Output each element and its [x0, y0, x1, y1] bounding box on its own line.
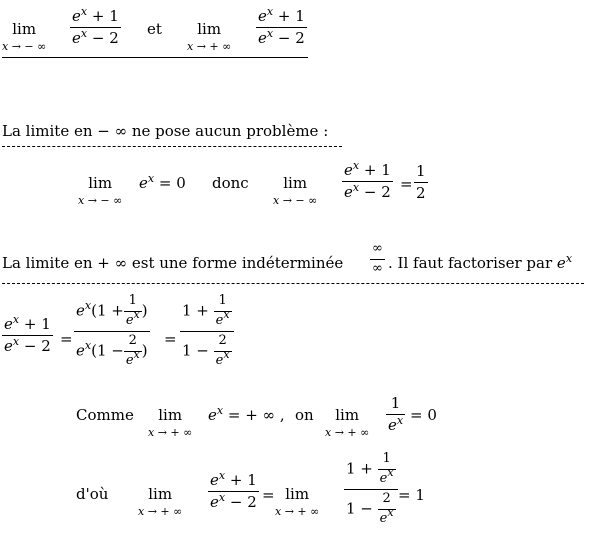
title-underline: [2, 57, 308, 58]
section2-dashes: [2, 283, 584, 284]
comme-ex-eq: $e^x$ = + ∞ ,: [208, 404, 285, 424]
lim-word: lim: [12, 20, 37, 38]
lim-subscript: x → − ∞: [2, 40, 47, 53]
dou-rhs: 1 + $\frac{1}{e^x}$ 1 − $\frac{2}{e^x}$: [344, 452, 398, 527]
section1-half: $\frac{1}{2}$: [416, 162, 426, 203]
limit-plus-inf: [187, 22, 231, 52]
section1-fraction: $\frac{e^x + 1}{e^x - 2}$: [344, 159, 391, 202]
section2-heading-a: La limite en + ∞ est une forme indéterminée: [2, 254, 344, 272]
section2-heading-b: . Il faut factoriser par $e^x$: [388, 252, 573, 272]
section1-ex-eq-zero: $e^x = 0$: [139, 172, 186, 192]
dou-fraction: $\frac{e^x + 1}{e^x - 2}$: [210, 469, 257, 512]
fact-eq2: =: [164, 330, 177, 348]
comme-word: Comme: [76, 406, 134, 424]
on-limit: lim x → + ∞: [325, 406, 370, 439]
lim-subscript: x → + ∞: [187, 40, 232, 53]
dou-eq-one: = 1: [398, 486, 425, 504]
section1-dashes: [2, 146, 342, 147]
dou-limit1: lim x → + ∞: [138, 485, 183, 518]
dou-eq: =: [262, 486, 275, 504]
limit-minus-inf: [2, 22, 46, 52]
section1-donc: donc: [212, 174, 249, 192]
comme-limit: lim x → + ∞: [148, 406, 193, 439]
on-fraction: $\frac{1}{e^x}$: [388, 394, 404, 435]
dou-word: d'où: [76, 485, 109, 503]
conjunction-et: et: [147, 20, 162, 38]
section2-inf-over-inf: $\frac{\infty}{\infty}$: [372, 241, 383, 276]
fact-middle: $e^x(1$ + $\frac{1}{e^x}$ ) $e^x(1$ − $\frac{2}{e^x}$ ): [76, 293, 148, 368]
fact-eq1: =: [60, 330, 73, 348]
on-eq-zero: = 0: [410, 406, 437, 424]
dou-limit2: lim x → + ∞: [275, 485, 320, 518]
lim-word: lim: [197, 20, 222, 38]
fraction-line1-left: $\frac{e^x + 1}{e^x - 2}$: [72, 5, 119, 48]
on-word: on: [295, 406, 314, 424]
section1-limit-ex: lim x → − ∞: [78, 174, 123, 207]
fact-lhs: $\frac{e^x + 1}{e^x - 2}$: [4, 313, 51, 356]
section1-heading: La limite en − ∞ ne pose aucun problème :: [2, 122, 329, 140]
section1-equals: =: [400, 175, 413, 193]
section1-limit-frac: lim x → − ∞: [273, 174, 318, 207]
fact-rhs: 1 + $\frac{1}{e^x}$ 1 − $\frac{2}{e^x}$: [180, 294, 234, 369]
fraction-line1-right: $\frac{e^x + 1}{e^x - 2}$: [258, 5, 305, 48]
